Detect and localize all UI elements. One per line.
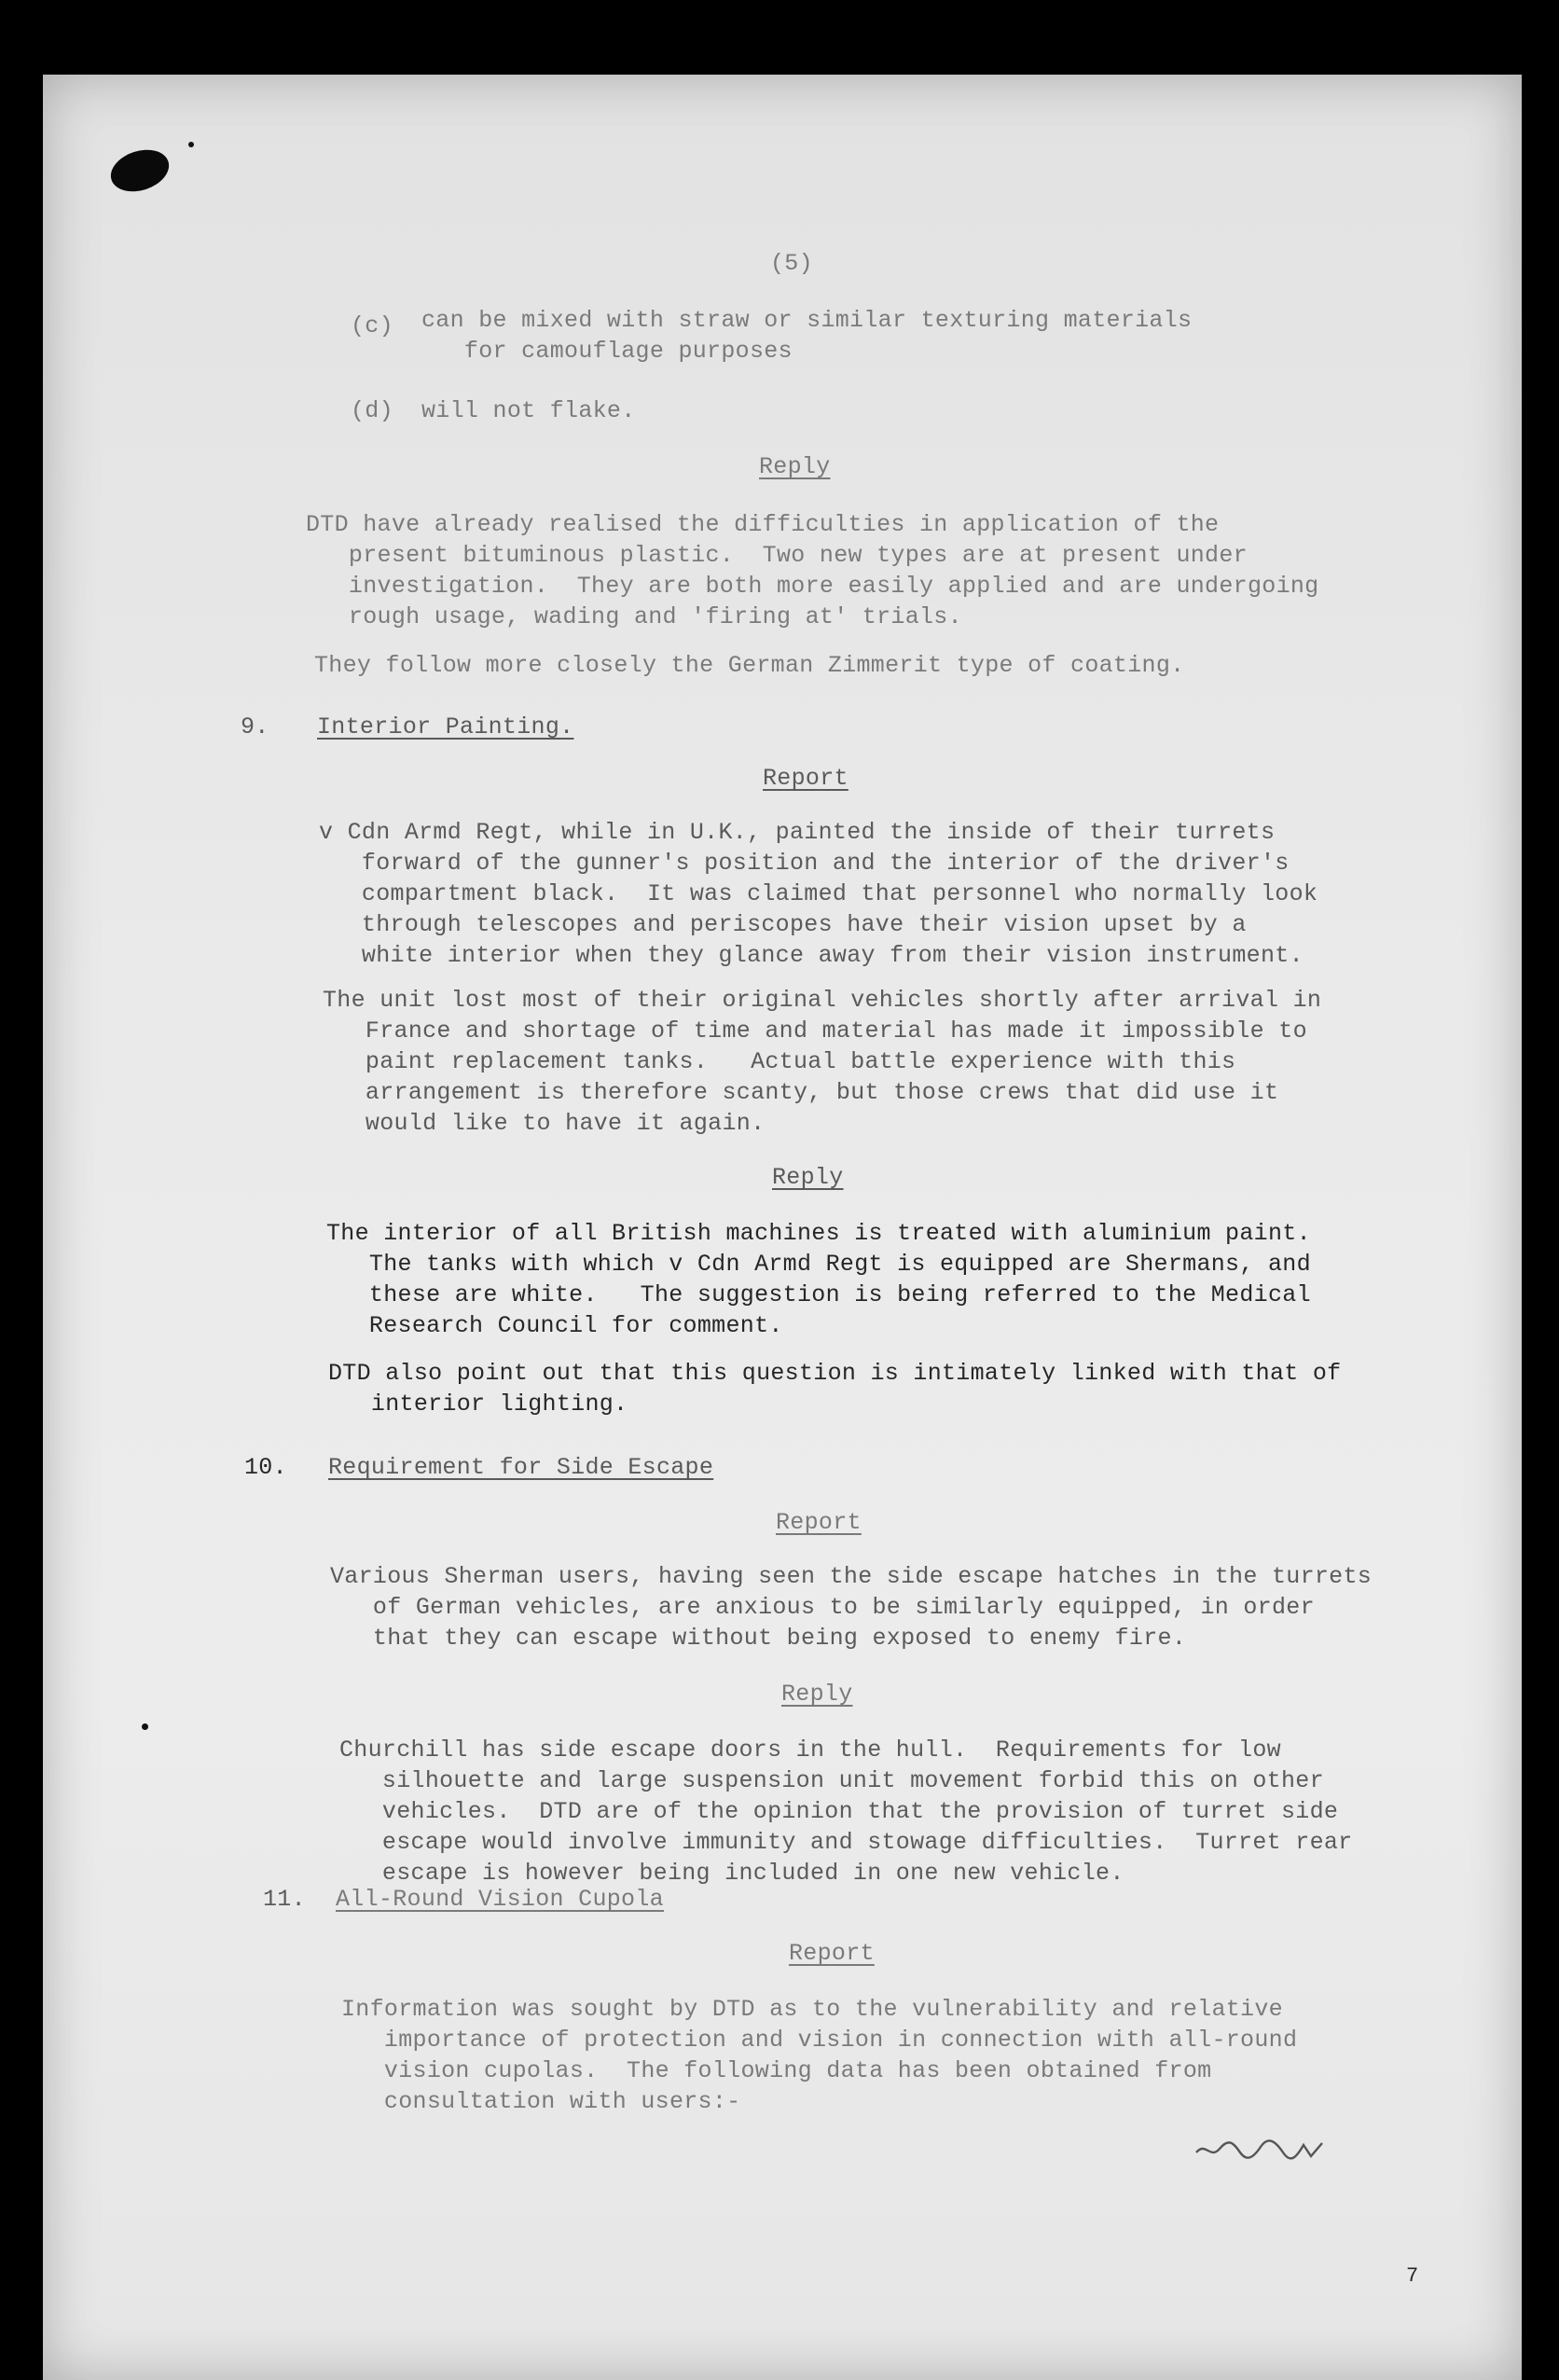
heading-reply-1: Reply xyxy=(759,453,831,480)
section-9-title: Interior Painting. xyxy=(317,713,574,740)
section-11-title: All-Round Vision Cupola xyxy=(336,1886,664,1913)
speck xyxy=(142,1723,148,1730)
section-9-report-2: The unit lost most of their original vehicles shortly after arrival in France and shortage of time and material has made it impossible to paint replacement tanks. Actual battle experience with this arrangement is therefore scanty, but those crews that did use it would like to have it again. xyxy=(323,987,1322,1137)
heading-report-9: Report xyxy=(763,765,848,792)
heading-report-11: Report xyxy=(789,1940,875,1967)
item-label-d: (d) xyxy=(351,397,393,424)
handwritten-initials xyxy=(1192,2132,1331,2169)
section-10-title: Requirement for Side Escape xyxy=(328,1454,714,1481)
heading-reply-10: Reply xyxy=(781,1681,853,1708)
section-9-reply-1: The interior of all British machines is treated with aluminium paint. The tanks with which v Cdn Armd Regt is equipped are Shermans, and these are white. The suggestion is being referred to the Medical Research Council for comment. xyxy=(326,1220,1311,1339)
paragraph-dtd-2: They follow more closely the German Zimmerit type of coating. xyxy=(314,652,1185,679)
section-10-report-1: Various Sherman users, having seen the side escape hatches in the turrets of German vehicles, are anxious to be similarly equipped, in order that they can escape without being exposed to enemy fire. xyxy=(330,1563,1373,1652)
paragraph-dtd-1: DTD have already realised the difficulties in application of the present bituminous plastic. Two new types are at present under investigation. They are both more easily applied and are undergoing rough usage, wading and 'firing at' trials. xyxy=(306,511,1319,630)
item-text-d: will not flake. xyxy=(421,397,636,424)
item-text-c: can be mixed with straw or similar texturing materials for camouflage purposes xyxy=(421,307,1193,365)
section-10-reply-1: Churchill has side escape doors in the hull. Requirements for low silhouette and large suspension unit movement forbid this on other vehicles. DTD are of the opinion that the provision of turret side escape would involve immunity and stowage difficulties. Turret rear escape is however being included in one new vehicle. xyxy=(339,1737,1353,1887)
item-label-c: (c) xyxy=(351,312,393,339)
section-9-report-1: v Cdn Armd Regt, while in U.K., painted the inside of their turrets forward of the gunner's position and the interior of the driver's compartment black. It was claimed that personnel who normally look through telescopes and periscopes have their vision upset by a white interior when they glance away from their vision instrument. xyxy=(319,819,1318,969)
page-mark: 7 xyxy=(1406,2264,1419,2288)
heading-report-10: Report xyxy=(776,1509,862,1536)
section-9-reply-2: DTD also point out that this question is intimately linked with that of interior lighting. xyxy=(328,1360,1342,1418)
speck xyxy=(188,142,194,147)
section-11-number: 11. xyxy=(263,1886,306,1913)
section-9-number: 9. xyxy=(241,713,269,740)
section-11-report-1: Information was sought by DTD as to the vulnerability and relative importance of protection and vision in connection with all-round vision cupolas. The following data has been obtained from consultation with users:- xyxy=(341,1996,1298,2115)
heading-reply-9: Reply xyxy=(772,1164,844,1191)
page-number: (5) xyxy=(770,250,813,277)
section-10-number: 10. xyxy=(244,1454,287,1481)
